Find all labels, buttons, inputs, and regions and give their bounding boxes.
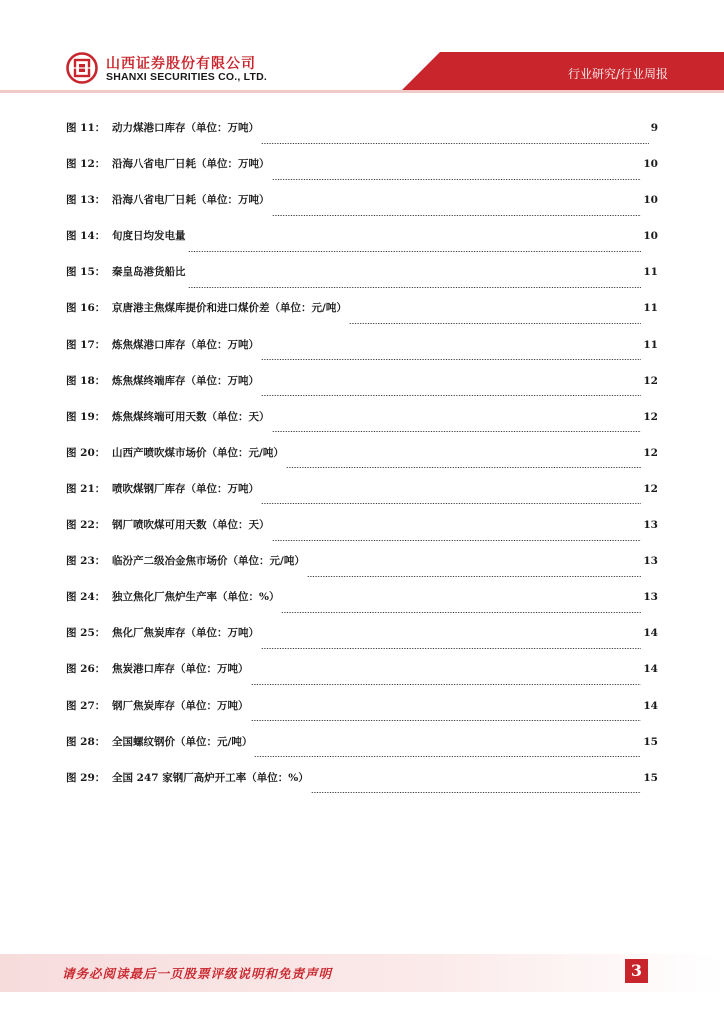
toc-entry[interactable] bbox=[66, 662, 658, 698]
figure-title: 沿海八省电厂日耗（单位：万吨） bbox=[112, 194, 270, 207]
figure-number: 图 16： bbox=[66, 302, 106, 315]
page-ref: 11 bbox=[643, 302, 658, 315]
page-ref: 12 bbox=[643, 446, 658, 459]
page-ref: 10 bbox=[643, 158, 658, 171]
toc-entry[interactable] bbox=[66, 771, 658, 807]
toc-entry[interactable] bbox=[66, 554, 658, 590]
page-ref: 13 bbox=[643, 555, 658, 568]
toc-entry[interactable] bbox=[66, 482, 658, 518]
page-ref: 11 bbox=[643, 338, 658, 351]
figure-number: 图 28： bbox=[66, 735, 106, 748]
dot-leader bbox=[261, 358, 641, 361]
figure-number: 图 25： bbox=[66, 627, 106, 640]
toc-entry[interactable] bbox=[66, 699, 658, 735]
figure-title: 动力煤港口库存（单位：万吨） bbox=[112, 122, 259, 134]
dot-leader bbox=[261, 502, 641, 505]
dot-leader bbox=[261, 142, 649, 145]
company-name-en: SHANXI SECURITIES CO., LTD. bbox=[106, 71, 267, 83]
report-category: 行业研究/行业周报 bbox=[567, 67, 668, 81]
page-ref: 11 bbox=[643, 266, 658, 279]
figure-title: 全国 247 家钢厂高炉开工率（单位：%） bbox=[112, 771, 309, 784]
figure-title: 沿海八省电厂日耗（单位：万吨） bbox=[112, 158, 270, 171]
figure-title: 炼焦煤港口库存（单位：万吨） bbox=[112, 338, 259, 351]
figure-title: 全国螺纹钢价（单位：元/吨） bbox=[112, 735, 253, 748]
toc-entry[interactable] bbox=[66, 301, 658, 337]
dot-leader bbox=[261, 647, 641, 650]
figure-number: 图 17： bbox=[66, 338, 106, 351]
figure-title: 旬度日均发电量 bbox=[112, 230, 186, 243]
toc-entry[interactable] bbox=[66, 157, 658, 193]
dot-leader bbox=[272, 430, 642, 433]
dot-leader bbox=[261, 394, 641, 397]
figure-title: 喷吹煤钢厂库存（单位：万吨） bbox=[112, 482, 259, 495]
dot-leader bbox=[251, 683, 642, 686]
page-ref: 9 bbox=[650, 122, 658, 134]
toc-entry[interactable] bbox=[66, 121, 658, 157]
dot-leader bbox=[272, 539, 642, 542]
figure-number: 图 18： bbox=[66, 374, 106, 387]
figure-number: 图 15： bbox=[66, 266, 106, 279]
figure-number: 图 14： bbox=[66, 230, 106, 243]
figure-title: 钢厂焦炭库存（单位：万吨） bbox=[112, 699, 249, 712]
disclaimer-text: 请务必阅读最后一页股票评级说明和免责声明 bbox=[62, 966, 333, 981]
shanxi-securities-logo-icon bbox=[66, 52, 98, 84]
page-ref: 14 bbox=[643, 699, 658, 712]
figure-number: 图 29： bbox=[66, 771, 106, 784]
page-ref: 13 bbox=[643, 591, 658, 604]
page-ref: 10 bbox=[643, 194, 658, 207]
dot-leader bbox=[188, 250, 642, 253]
toc-entry[interactable] bbox=[66, 735, 658, 771]
figure-number: 图 24： bbox=[66, 591, 106, 604]
figure-number: 图 13： bbox=[66, 194, 106, 207]
dot-leader bbox=[311, 791, 642, 794]
figure-title: 京唐港主焦煤库提价和进口煤价差（单位：元/吨） bbox=[112, 302, 347, 315]
dot-leader bbox=[281, 611, 641, 614]
dot-leader bbox=[307, 575, 642, 578]
toc-entry[interactable] bbox=[66, 410, 658, 446]
page-number: 3 bbox=[625, 959, 648, 983]
dot-leader bbox=[272, 214, 642, 217]
figure-title: 焦化厂焦炭库存（单位：万吨） bbox=[112, 627, 259, 640]
toc-entry[interactable] bbox=[66, 518, 658, 554]
toc-entry[interactable] bbox=[66, 626, 658, 662]
dot-leader bbox=[272, 178, 642, 181]
page-ref: 15 bbox=[643, 735, 658, 748]
figure-index bbox=[66, 121, 658, 807]
figure-title: 山西产喷吹煤市场价（单位：元/吨） bbox=[112, 446, 284, 459]
toc-entry[interactable] bbox=[66, 338, 658, 374]
dot-leader bbox=[188, 286, 642, 289]
toc-entry[interactable] bbox=[66, 229, 658, 265]
page-ref: 13 bbox=[643, 519, 658, 532]
toc-entry[interactable] bbox=[66, 446, 658, 482]
figure-title: 临汾产二级冶金焦市场价（单位：元/吨） bbox=[112, 555, 305, 568]
figure-title: 炼焦煤终端库存（单位：万吨） bbox=[112, 374, 259, 387]
dot-leader bbox=[349, 322, 642, 325]
figure-number: 图 20： bbox=[66, 446, 106, 459]
header-banner-fade bbox=[0, 90, 724, 93]
dot-leader bbox=[286, 466, 642, 469]
dot-leader bbox=[251, 719, 642, 722]
page-ref: 15 bbox=[643, 771, 658, 784]
figure-title: 焦炭港口库存（单位：万吨） bbox=[112, 663, 249, 676]
figure-number: 图 23： bbox=[66, 555, 106, 568]
page-ref: 12 bbox=[643, 482, 658, 495]
toc-entry[interactable] bbox=[66, 590, 658, 626]
figure-title: 独立焦化厂焦炉生产率（单位：%） bbox=[112, 591, 280, 604]
figure-number: 图 12： bbox=[66, 158, 106, 171]
page-header bbox=[0, 0, 724, 96]
toc-entry[interactable] bbox=[66, 374, 658, 410]
figure-title: 钢厂喷吹煤可用天数（单位：天） bbox=[112, 519, 270, 532]
dot-leader bbox=[254, 755, 641, 758]
toc-entry[interactable] bbox=[66, 265, 658, 301]
page-ref: 12 bbox=[643, 374, 658, 387]
figure-title: 炼焦煤终端可用天数（单位：天） bbox=[112, 410, 270, 423]
figure-number: 图 27： bbox=[66, 699, 106, 712]
figure-number: 图 22： bbox=[66, 519, 106, 532]
page-ref: 10 bbox=[643, 230, 658, 243]
page-ref: 14 bbox=[643, 663, 658, 676]
figure-number: 图 26： bbox=[66, 663, 106, 676]
figure-number: 图 11： bbox=[66, 122, 106, 134]
figure-title: 秦皇岛港货船比 bbox=[112, 266, 186, 279]
toc-entry[interactable] bbox=[66, 193, 658, 229]
figure-number: 图 19： bbox=[66, 410, 106, 423]
page-ref: 12 bbox=[643, 410, 658, 423]
figure-number: 图 21： bbox=[66, 482, 106, 495]
header-banner-red bbox=[402, 52, 724, 90]
company-name-cn: 山西证券股份有限公司 bbox=[106, 56, 256, 72]
page-ref: 14 bbox=[643, 627, 658, 640]
